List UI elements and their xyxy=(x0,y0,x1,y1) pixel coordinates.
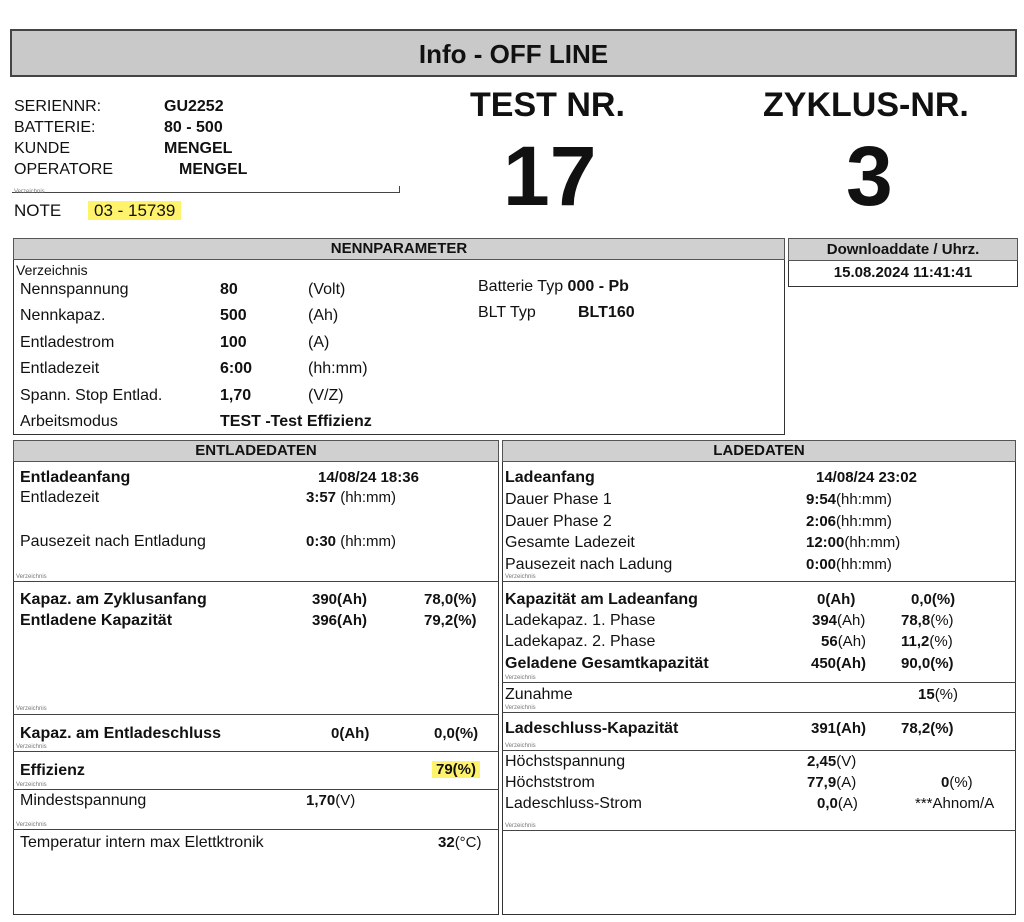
lade-cap-start-pct: 0,0(%) xyxy=(911,591,956,608)
lade-p2-ah: 56(Ah) xyxy=(821,633,867,650)
cap-end-ah: 0(Ah) xyxy=(331,725,370,742)
entlade-pause: 0:30 (hh:mm) xyxy=(306,533,397,550)
small-label: Verzeichnis xyxy=(505,705,536,711)
entladedaten-title-bar xyxy=(13,440,499,462)
efficiency-label: Effizienz xyxy=(20,762,85,779)
download-title-bar xyxy=(788,238,1018,261)
lade-maxi: 77,9(A) xyxy=(807,774,857,791)
small-label: Verzeichnis xyxy=(505,743,536,749)
divider xyxy=(502,581,1016,582)
entlade-time: 3:57 (hh:mm) xyxy=(306,489,397,506)
min-voltage-label: Mindestspannung xyxy=(20,792,147,809)
lade-values xyxy=(806,489,900,575)
nenn-row: Nennkapaz. 500 (Ah) xyxy=(20,307,339,325)
cycle-label: ZYKLUS-NR. xyxy=(763,86,969,124)
download-title: Downloaddate / Uhrz. xyxy=(826,241,980,258)
nenn-row: Entladestrom 100 (A) xyxy=(20,333,330,351)
info-row: KUNDE MENGEL xyxy=(14,140,233,157)
temperature: 32(°C) xyxy=(438,834,482,851)
test-label: TEST NR. xyxy=(470,86,625,124)
lade-endi-label: Ladeschluss-Strom xyxy=(505,795,642,812)
nennparameter-title: NENNPARAMETER xyxy=(330,240,468,257)
nenn-row: Nennspannung 80 (Volt) xyxy=(20,281,346,298)
lade-increase: 15(%) xyxy=(918,686,959,703)
lade-maxi-label: Höchststrom xyxy=(505,774,595,791)
nennparameter-title-bar xyxy=(13,238,785,260)
divider xyxy=(13,714,499,715)
cap-start-pct: 78,0(%) xyxy=(424,591,477,608)
divider xyxy=(502,750,1016,751)
divider xyxy=(502,682,1016,683)
lade-p1-pct: 78,8(%) xyxy=(901,612,954,629)
lade-p1-ah: 394(Ah) xyxy=(812,612,866,629)
small-label: Verzeichnis xyxy=(16,782,47,788)
small-label: Verzeichnis xyxy=(505,574,536,580)
entlade-start-label: Entladeanfang xyxy=(20,469,131,486)
efficiency-value: 79(%) xyxy=(432,761,480,778)
lade-endi-note: ***Ahnom/A xyxy=(915,795,995,812)
small-label: Verzeichnis xyxy=(16,574,47,580)
ladedaten-title: LADEDATEN xyxy=(713,442,805,459)
small-label: Verzeichnis xyxy=(505,675,536,681)
lade-cap-start-label: Kapazität am Ladeanfang xyxy=(505,591,698,608)
lade-end-cap-ah: 391(Ah) xyxy=(811,720,867,737)
nenn-row: Spann. Stop Entlad. 1,70 (V/Z) xyxy=(20,386,344,404)
lade-value: 2:06(hh:mm) xyxy=(806,512,892,530)
small-label: Verzeichnis xyxy=(16,262,88,278)
lade-total-cap-pct: 90,0(%) xyxy=(901,655,954,672)
temperature-label: Temperatur intern max Elettktronik xyxy=(20,834,264,851)
small-label: Verzeichnis xyxy=(16,706,47,712)
test-number: 17 xyxy=(503,129,597,223)
entlade-pause-label: Pausezeit nach Entladung xyxy=(20,533,206,550)
info-block xyxy=(14,96,247,180)
cap-end-pct: 0,0(%) xyxy=(434,725,479,742)
note-row xyxy=(14,201,181,221)
lade-row: Dauer Phase 2 xyxy=(505,512,612,530)
lade-row: Dauer Phase 1 xyxy=(505,491,612,508)
min-voltage: 1,70(V) xyxy=(306,792,356,809)
divider xyxy=(13,789,499,790)
cycle-number: 3 xyxy=(846,129,893,223)
small-label: Verzeichnis xyxy=(505,823,536,829)
note-value: 03 - 15739 xyxy=(88,201,181,220)
lade-p1-label: Ladekapaz. 1. Phase xyxy=(505,612,656,629)
divider xyxy=(502,830,1016,831)
note-label: NOTE xyxy=(14,201,62,220)
lade-increase-label: Zunahme xyxy=(505,686,573,703)
divider xyxy=(13,751,499,752)
small-label: Verzeichnis xyxy=(16,822,47,828)
divider xyxy=(12,192,400,193)
small-label: Verzeichnis xyxy=(14,189,45,195)
lade-total-cap-ah: 450(Ah) xyxy=(811,655,867,672)
lade-endi: 0,0(A) xyxy=(817,795,858,812)
lade-end-cap-label: Ladeschluss-Kapazität xyxy=(505,720,679,737)
nenn-row: Entladezeit 6:00 (hh:mm) xyxy=(20,360,368,378)
info-row: BATTERIE: 80 - 500 xyxy=(14,119,223,136)
lade-value: 0:00(hh:mm) xyxy=(806,555,892,573)
info-row: OPERATORE MENGEL xyxy=(14,161,248,178)
blt-type: BLT Typ BLT160 xyxy=(478,304,635,321)
cap-start-label: Kapaz. am Zyklusanfang xyxy=(20,591,207,608)
lade-p2-pct: 11,2(%) xyxy=(901,633,953,650)
divider xyxy=(502,712,1016,713)
lade-value: 9:54(hh:mm) xyxy=(806,491,892,508)
lade-p2-label: Ladekapaz. 2. Phase xyxy=(505,633,656,650)
cap-out-ah: 396(Ah) xyxy=(312,612,368,629)
nenn-rows xyxy=(20,277,372,435)
lade-value: 12:00(hh:mm) xyxy=(806,534,901,551)
lade-maxv-label: Höchstspannung xyxy=(505,753,626,770)
lade-maxi-pct: 0(%) xyxy=(941,774,973,791)
download-date: 15.08.2024 11:41:41 xyxy=(833,264,973,281)
lade-row: Gesamte Ladezeit xyxy=(505,534,635,551)
lade-maxv: 2,45(V) xyxy=(807,753,857,770)
cap-out-pct: 79,2(%) xyxy=(424,612,477,629)
divider xyxy=(13,829,499,830)
divider xyxy=(13,581,499,582)
entladedaten-title: ENTLADEDATEN xyxy=(195,442,317,459)
lade-rows xyxy=(505,489,672,575)
lade-start-value: 14/08/24 23:02 xyxy=(816,469,917,486)
cap-end-label: Kapaz. am Entladeschluss xyxy=(20,725,221,742)
header-bar xyxy=(10,29,1017,77)
cap-out-label: Entladene Kapazität xyxy=(20,612,173,629)
small-label: Verzeichnis xyxy=(16,744,47,750)
info-row: SERIENNR: GU2252 xyxy=(14,98,224,115)
lade-row: Pausezeit nach Ladung xyxy=(505,555,673,573)
page-title: Info - OFF LINE xyxy=(418,39,609,69)
lade-total-cap-label: Geladene Gesamtkapazität xyxy=(505,655,709,672)
lade-cap-start-ah: 0(Ah) xyxy=(817,591,856,608)
nenn-row: Arbeitsmodus TEST -Test Effizienz xyxy=(20,413,372,431)
entlade-start-value: 14/08/24 18:36 xyxy=(318,469,419,486)
cap-start-ah: 390(Ah) xyxy=(312,591,368,608)
ladedaten-title-bar xyxy=(502,440,1016,462)
battery-type: Batterie Typ 000 - Pb xyxy=(478,278,629,295)
lade-start-label: Ladeanfang xyxy=(505,469,595,486)
entlade-time-label: Entladezeit xyxy=(20,489,100,506)
lade-end-cap-pct: 78,2(%) xyxy=(901,720,954,737)
divider xyxy=(399,186,400,192)
